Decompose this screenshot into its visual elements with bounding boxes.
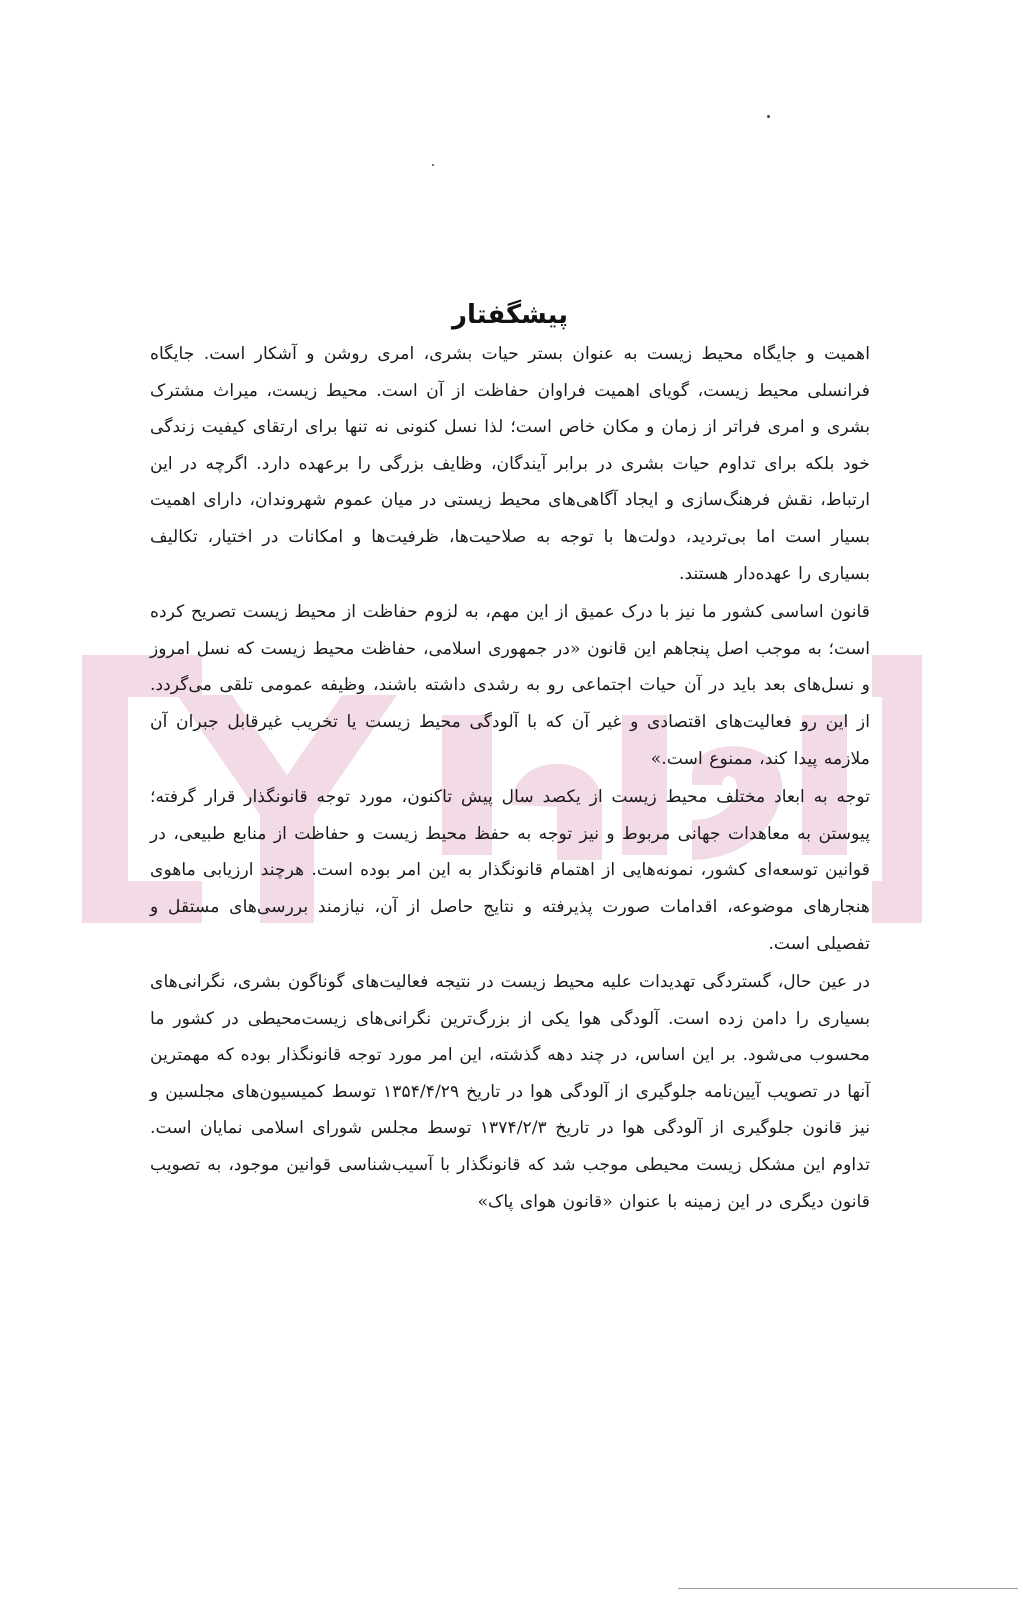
paragraph-air-pollution: در عین حال، گستردگی تهدیدات علیه محیط زیست در نتیجه فعالیت‌های گوناگون بشری، نگرانی‌های بسیاری را دامن زده است. آلودگی هوا یکی از بزرگ‌ترین نگرانی‌های زیست‌محیطی در کشور ما محسوب می‌شود. بر این اساس، در چند دهه گذشته، این امر مورد توجه قانونگذار بوده که مهمترین آنها در تصویب آیین‌نامه جلوگیری از آلودگی هوا در تاریخ ۱۳۵۴/۴/۲۹ توسط کمیسیون‌های مجلسین و نیز قانون جلوگیری از آلودگی هوا در تاریخ ۱۳۷۴/۲/۳ توسط مجلس شورای اسلامی نمایان است. تداوم این مشکل زیست محیطی موجب شد که قانونگذار با آسیب‌شناسی قوانین موجود، به تصویب قانون دیگری در این زمینه با عنوان «قانون هوای پاک» (150, 972, 870, 1212)
scan-speck (432, 164, 434, 166)
bottom-divider (678, 1588, 1018, 1589)
paragraph-legislation: توجه به ابعاد مختلف محیط زیست از یکصد سال پیش تاکنون، مورد توجه قانونگذار قرار گرفته؛ پیوستن به معاهدات جهانی مربوط و نیز توجه به حفظ محیط زیست و حفاظت از منابع طبیعی، در قوانین توسعه‌ای کشور، نمونه‌هایی از اهتمام قانونگذار به این امر بوده است. هرچند ارزیابی ماهوی هنجارهای موضوعه، اقدامات صورت پذیرفته و نتایج حاصل از آن، نیازمند بررسی‌های مستقل و تفصیلی است. (150, 787, 870, 954)
paragraph-intro: اهمیت و جایگاه محیط زیست به عنوان بستر حیات بشری، امری روشن و آشکار است. جایگاه فرانسلی محیط زیست، گویای اهمیت فراوان حفاظت از آن است. محیط زیست، میراث مشترک بشری و امری فراتر از زمان و مکان خاص است؛ لذا نسل کنونی نه تنها برای ارتقای کیفیت زندگی خود بلکه برای تداوم حیات بشری در برابر آیندگان، وظایف بزرگی را برعهده دارد. اگرچه در این ارتباط، نقش فرهنگ‌سازی و ایجاد آگاهی‌های محیط زیستی در میان عموم شهروندان، دارای اهمیت بسیار است اما بی‌تردید، دولت‌ها با توجه به صلاحیت‌ها، ظرفیت‌ها و امکانات در اختیار، تکالیف بسیاری را عهده‌دار هستند. (150, 344, 870, 584)
paragraph-constitution: قانون اساسی کشور ما نیز با درک عمیق از این مهم، به لزوم حفاظت از محیط زیست تصریح کرده است؛ به موجب اصل پنجاهم این قانون «در جمهوری اسلامی، حفاظت محیط زیست که نسل امروز و نسل‌های بعد باید در آن حیات اجتماعی رو به رشدی داشته باشند، وظیفه عمومی تلقی می‌گردد. از این رو فعالیت‌های اقتصادی و غیر آن که با آلودگی محیط زیست یا تخریب غیرقابل جبران آن ملازمه پیدا کند، ممنوع است.» (150, 602, 870, 769)
page-title: پیشگفتار (451, 300, 568, 330)
scan-speck (767, 115, 770, 118)
document-page (150, 296, 870, 1222)
